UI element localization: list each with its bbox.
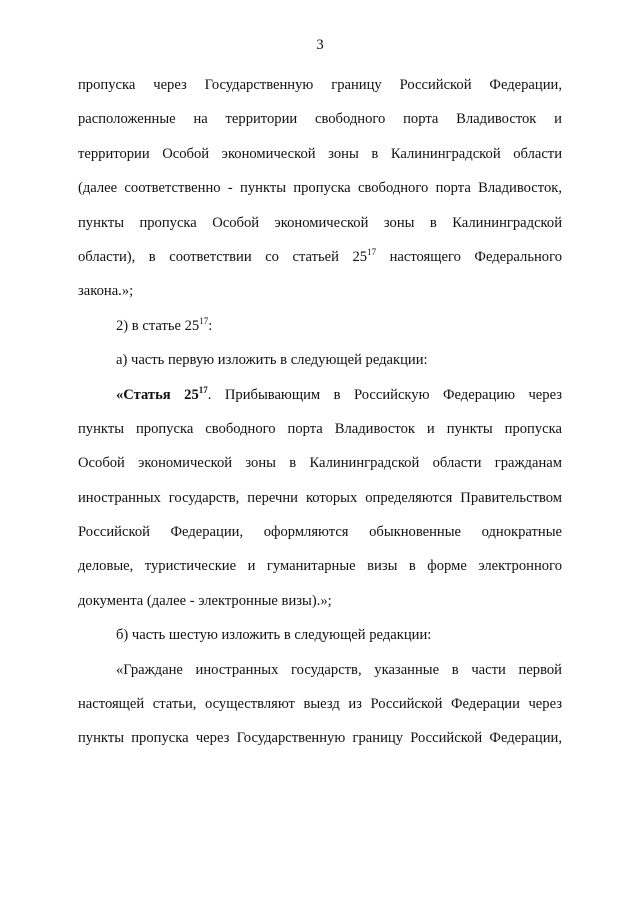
text-line-19: настоящей статьи, осуществляют выезд из Российской Федерации через bbox=[78, 696, 562, 713]
text-line-6 bbox=[78, 242, 562, 276]
text-line-2: расположенные на территории свободного порта Владивосток и bbox=[78, 111, 562, 128]
article-superscript: 17 bbox=[367, 246, 377, 257]
document-body bbox=[78, 70, 562, 758]
subitem-b-heading: б) часть шестую изложить в следующей редакции: bbox=[116, 627, 432, 644]
text-line-1: пропуска через Государственную границу Российской Федерации, bbox=[78, 77, 562, 93]
article-superscript: 17 bbox=[199, 315, 209, 326]
text-line-6-start: области), в соответствии со статьей 25 bbox=[78, 248, 368, 265]
text-line-7: закона.»; bbox=[78, 283, 134, 300]
text-line-20: пункты пропуска через Государственную границу Российской Федерации, bbox=[78, 730, 562, 747]
text-line-6-end: настоящего Федерального bbox=[376, 248, 562, 265]
page-number: 3 bbox=[316, 37, 324, 53]
text-line-18: «Граждане иностранных государств, указанные в части первой bbox=[116, 661, 562, 678]
article-line-1-rest: . Прибывающим в Российскую Федерацию через bbox=[207, 386, 562, 403]
text-line-11: пункты пропуска свободного порта Владивосток и пункты пропуска bbox=[78, 420, 562, 437]
item-2-text: 2) в статье 25 bbox=[116, 317, 200, 334]
text-line-4: (далее соответственно - пункты пропуска свободного порта Владивосток, bbox=[78, 180, 562, 197]
article-title: «Статья 25 bbox=[116, 386, 199, 403]
item-2-heading bbox=[78, 311, 562, 345]
article-superscript: 17 bbox=[198, 384, 208, 395]
text-line-5: пункты пропуска Особой экономической зоны в Калининградской bbox=[78, 214, 562, 231]
article-heading-line bbox=[78, 380, 562, 414]
item-2-colon: : bbox=[208, 317, 213, 334]
subitem-a-heading: а) часть первую изложить в следующей редакции: bbox=[116, 352, 428, 369]
text-line-14: Российской Федерации, оформляются обыкновенные однократные bbox=[78, 524, 562, 541]
text-line-3: территории Особой экономической зоны в Калининградской области bbox=[78, 145, 562, 162]
text-line-13: иностранных государств, перечни которых определяются Правительством bbox=[78, 489, 562, 506]
text-line-12: Особой экономической зоны в Калининградской области гражданам bbox=[78, 455, 562, 472]
text-line-15: деловые, туристические и гуманитарные визы в форме электронного bbox=[78, 558, 562, 575]
text-line-16: документа (далее - электронные визы).»; bbox=[78, 592, 332, 609]
